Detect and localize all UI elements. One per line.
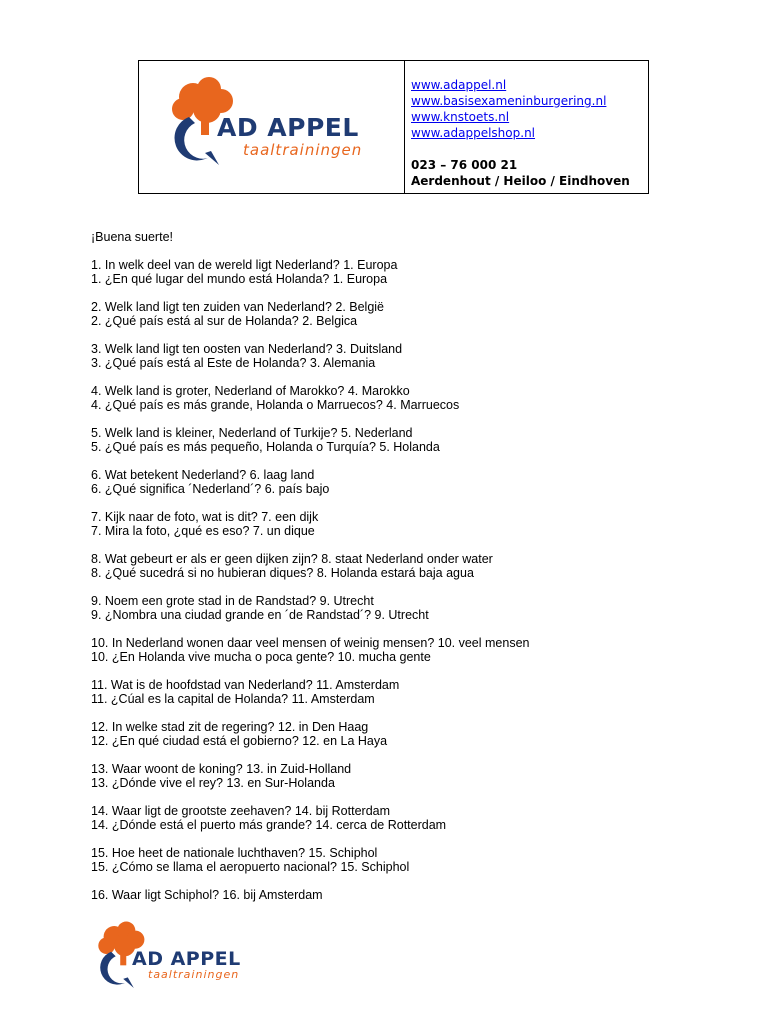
ad-appel-logo	[161, 75, 371, 165]
question-nl: 14. Waar ligt de grootste zeehaven? 14. bij Rotterdam	[91, 804, 391, 818]
question-nl: 3. Welk land ligt ten oosten van Nederland? 3. Duitsland	[91, 342, 403, 356]
qa-item	[91, 888, 711, 902]
question-nl: 7. Kijk naar de foto, wat is dit? 7. een dijk	[91, 510, 319, 524]
logo-title: AD APPEL	[217, 113, 359, 142]
qa-item	[91, 258, 711, 286]
ad-appel-logo-footer	[90, 920, 250, 990]
logo-subtitle: taaltrainingen	[243, 141, 363, 159]
question-list	[91, 230, 711, 916]
question-es: 2. ¿Qué país está al sur de Holanda? 2. Belgica	[91, 314, 358, 328]
question-nl: 1. In welk deel van de wereld ligt Nederland? 1. Europa	[91, 258, 398, 272]
link-adappel[interactable]: www.adappel.nl	[411, 78, 507, 92]
qa-item	[91, 594, 711, 622]
header-contact-info	[405, 61, 648, 193]
qa-item	[91, 552, 711, 580]
qa-item	[91, 762, 711, 790]
qa-item	[91, 300, 711, 328]
question-es: 10. ¿En Holanda vive mucha o poca gente? 10. mucha gente	[91, 650, 431, 664]
question-nl: 16. Waar ligt Schiphol? 16. bij Amsterdam	[91, 888, 323, 902]
question-es: 1. ¿En qué lugar del mundo está Holanda? 1. Europa	[91, 272, 388, 286]
question-es: 4. ¿Qué país es más grande, Holanda o Marruecos? 4. Marruecos	[91, 398, 460, 412]
question-nl: 4. Welk land is groter, Nederland of Marokko? 4. Marokko	[91, 384, 410, 398]
question-nl: 15. Hoe heet de nationale luchthaven? 15. Schiphol	[91, 846, 378, 860]
question-es: 15. ¿Cómo se llama el aeropuerto nacional? 15. Schiphol	[91, 860, 410, 874]
question-es: 11. ¿Cúal es la capital de Holanda? 11. Amsterdam	[91, 692, 375, 706]
question-nl: 10. In Nederland wonen daar veel mensen of weinig mensen? 10. veel mensen	[91, 636, 530, 650]
qa-item	[91, 636, 711, 664]
question-nl: 12. In welke stad zit de regering? 12. in Den Haag	[91, 720, 369, 734]
question-nl: 2. Welk land ligt ten zuiden van Nederland? 2. België	[91, 300, 385, 314]
qa-item	[91, 510, 711, 538]
qa-item	[91, 720, 711, 748]
question-nl: 6. Wat betekent Nederland? 6. laag land	[91, 468, 315, 482]
qa-item	[91, 468, 711, 496]
header-box	[138, 60, 649, 194]
locations: Aerdenhout / Heiloo / Eindhoven	[411, 174, 630, 188]
link-adappelshop[interactable]: www.adappelshop.nl	[411, 126, 536, 140]
greeting: ¡Buena suerte!	[91, 230, 173, 244]
question-nl: 5. Welk land is kleiner, Nederland of Turkije? 5. Nederland	[91, 426, 413, 440]
spacer	[411, 141, 648, 157]
question-es: 3. ¿Qué país está al Este de Holanda? 3. Alemania	[91, 356, 376, 370]
question-es: 6. ¿Qué significa ´Nederland´? 6. país bajo	[91, 482, 330, 496]
question-es: 12. ¿En qué ciudad está el gobierno? 12. en La Haya	[91, 734, 388, 748]
question-nl: 13. Waar woont de koning? 13. in Zuid-Holland	[91, 762, 352, 776]
link-basisexamen[interactable]: www.basisexameninburgering.nl	[411, 94, 607, 108]
qa-item	[91, 804, 711, 832]
qa-item	[91, 384, 711, 412]
qa-item	[91, 678, 711, 706]
header-logo-cell	[139, 61, 405, 193]
qa-item	[91, 846, 711, 874]
question-es: 7. Mira la foto, ¿qué es eso? 7. un dique	[91, 524, 315, 538]
question-es: 9. ¿Nombra una ciudad grande en ´de Randstad´? 9. Utrecht	[91, 608, 429, 622]
logo-title: AD APPEL	[132, 948, 241, 970]
question-es: 5. ¿Qué país es más pequeño, Holanda o Turquía? 5. Holanda	[91, 440, 440, 454]
question-es: 14. ¿Dónde está el puerto más grande? 14. cerca de Rotterdam	[91, 818, 447, 832]
phone-number: 023 – 76 000 21	[411, 158, 518, 172]
qa-item	[91, 426, 711, 454]
question-es: 8. ¿Qué sucedrá si no hubieran diques? 8. Holanda estará baja agua	[91, 566, 474, 580]
question-nl: 9. Noem een grote stad in de Randstad? 9. Utrecht	[91, 594, 374, 608]
logo-subtitle: taaltrainingen	[148, 968, 240, 981]
question-es: 13. ¿Dónde vive el rey? 13. en Sur-Holanda	[91, 776, 335, 790]
question-nl: 11. Wat is de hoofdstad van Nederland? 11. Amsterdam	[91, 678, 400, 692]
qa-item	[91, 342, 711, 370]
link-knstoets[interactable]: www.knstoets.nl	[411, 110, 510, 124]
question-nl: 8. Wat gebeurt er als er geen dijken zijn? 8. staat Nederland onder water	[91, 552, 493, 566]
